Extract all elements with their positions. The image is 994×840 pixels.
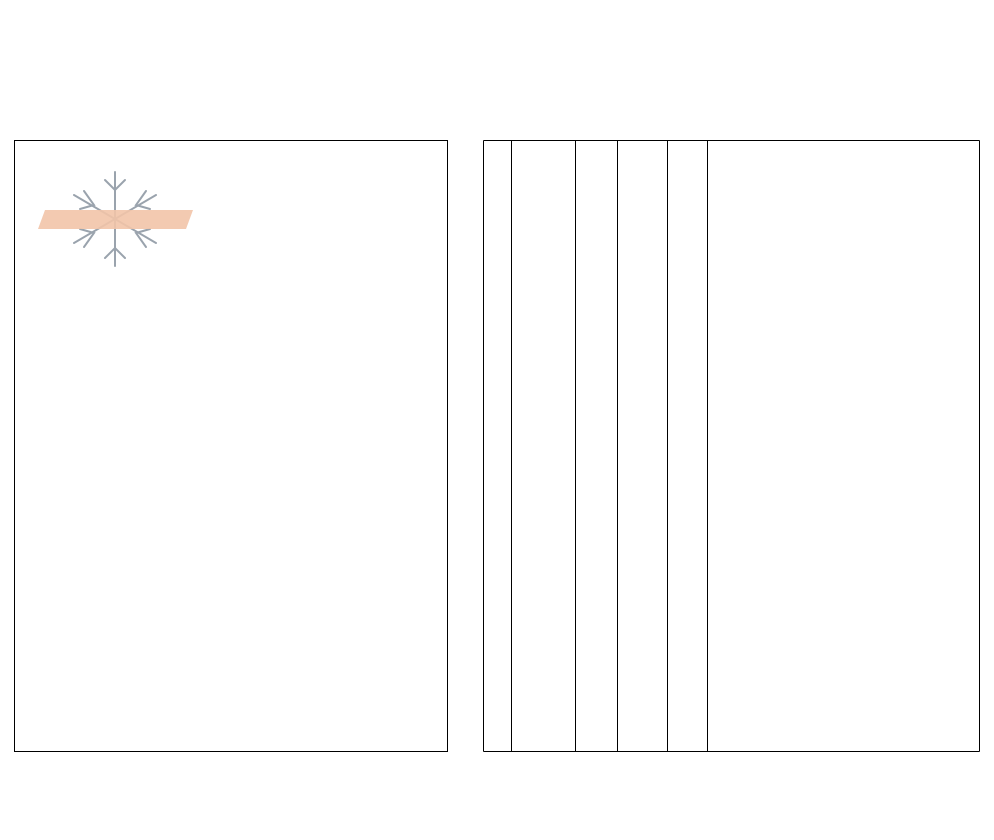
logo-wordmark <box>38 210 193 229</box>
layer-table <box>484 141 980 752</box>
hardness-chart-frame <box>15 141 448 752</box>
snowpilot-logo <box>38 172 193 266</box>
